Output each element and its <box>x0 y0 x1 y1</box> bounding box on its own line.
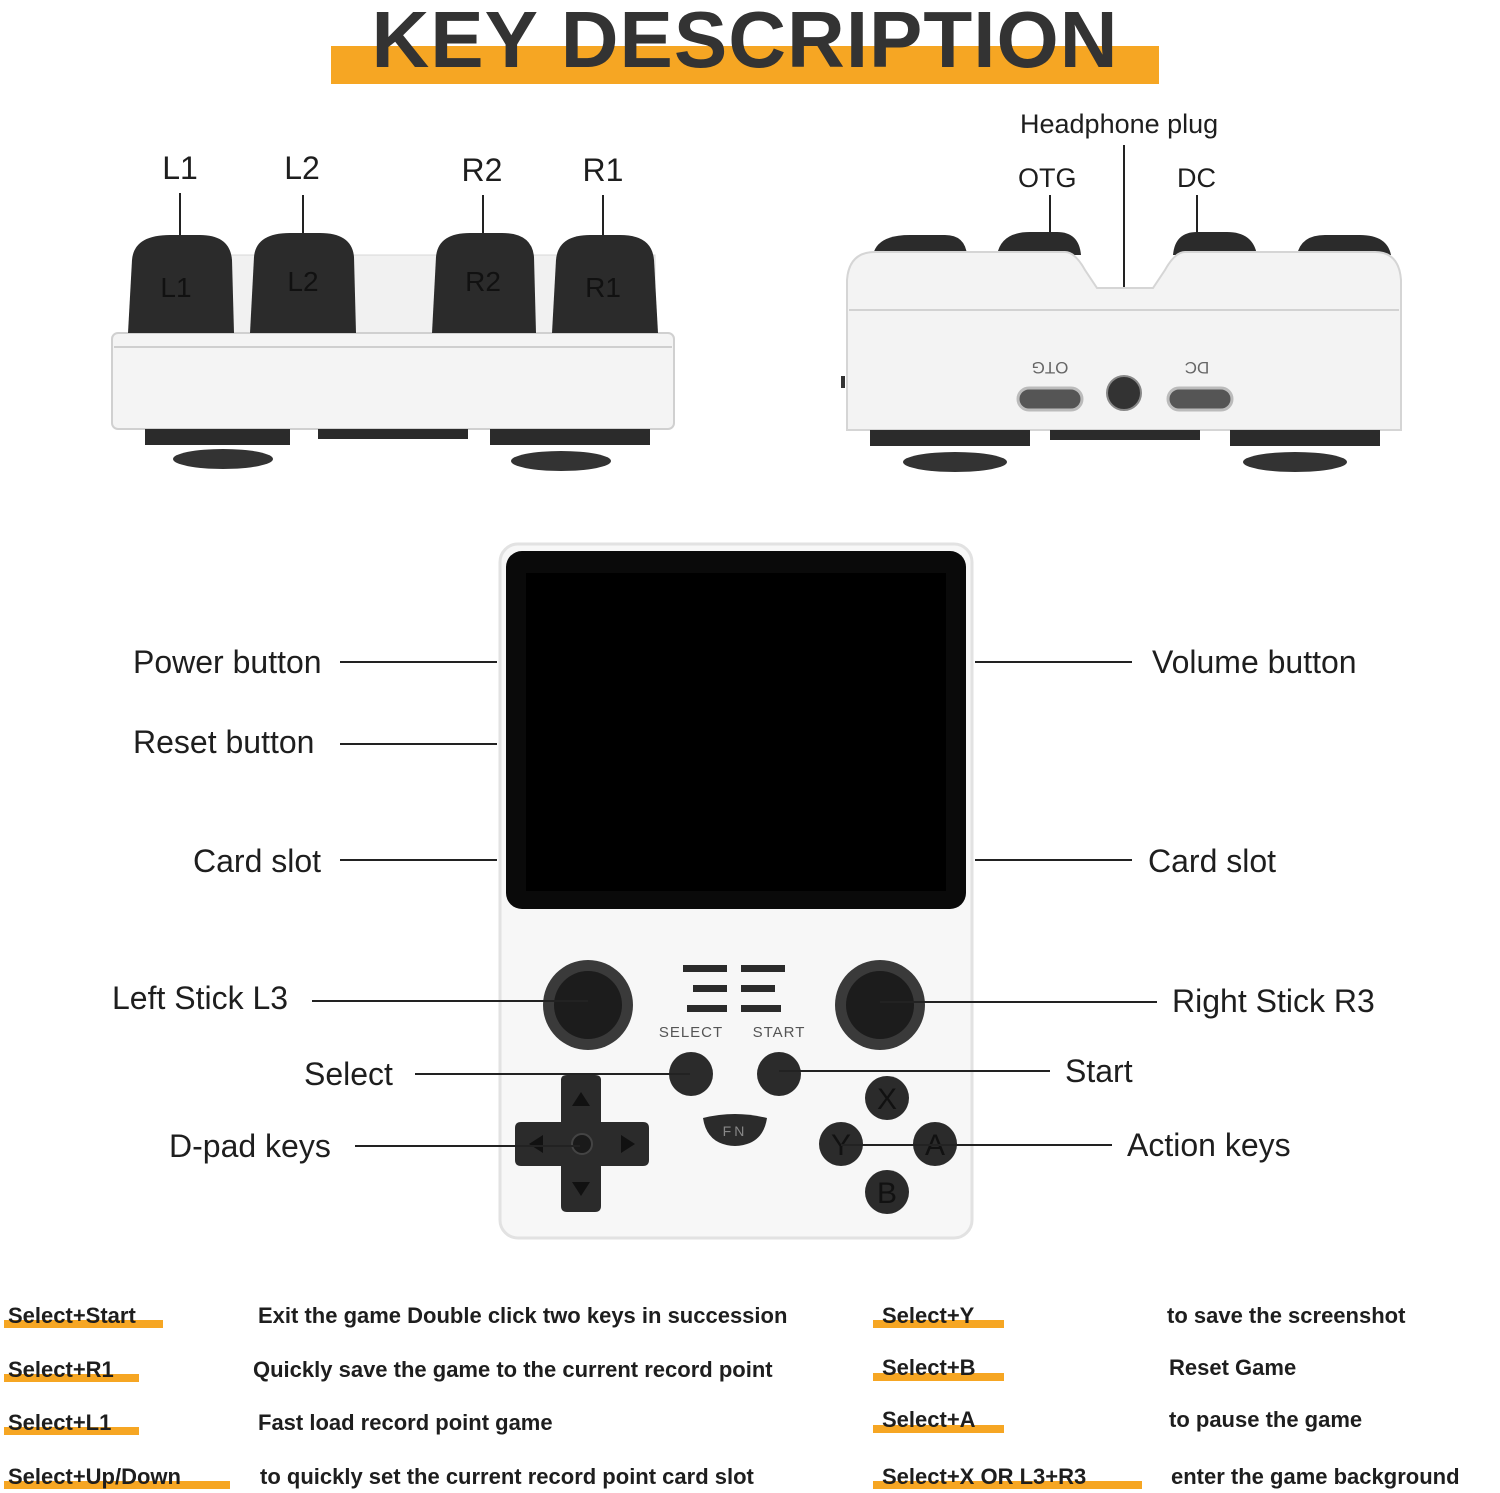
select-engraving: SELECT <box>658 1024 724 1041</box>
label-l1: L1 <box>162 150 198 186</box>
desc-select-b: Reset Game <box>1169 1355 1297 1380</box>
label-r1: R1 <box>582 152 624 188</box>
label-left-stick: Left Stick L3 <box>112 980 289 1016</box>
page-title: KEY DESCRIPTION <box>371 0 1119 84</box>
label-select: Select <box>304 1056 393 1092</box>
combo-select-y: Select+Y <box>882 1303 975 1328</box>
combo-select-b: Select+B <box>882 1355 976 1380</box>
keycap-text-l1: L1 <box>160 272 192 303</box>
otg-engraving: OTG <box>1031 358 1069 377</box>
a-engraving: A <box>924 1129 946 1162</box>
label-r2: R2 <box>461 152 503 188</box>
keycap-text-r1: R1 <box>585 272 621 303</box>
combo-select-l1: Select+L1 <box>8 1410 112 1435</box>
dc-engraving: DC <box>1184 358 1210 377</box>
keycap-text-l2: L2 <box>287 266 319 297</box>
desc-select-start: Exit the game Double click two keys in succession <box>258 1303 788 1328</box>
x-engraving: X <box>876 1083 898 1116</box>
label-volume-button: Volume button <box>1152 644 1357 680</box>
desc-select-y: to save the screenshot <box>1167 1303 1406 1328</box>
keycap-text-r2: R2 <box>465 266 501 297</box>
label-card-slot-right: Card slot <box>1148 843 1277 879</box>
label-reset-button: Reset button <box>133 724 315 760</box>
desc-select-a: to pause the game <box>1169 1407 1363 1432</box>
label-right-stick: Right Stick R3 <box>1172 983 1375 1019</box>
fn-engraving: FN <box>722 1123 748 1139</box>
b-engraving: B <box>876 1177 898 1210</box>
label-start: Start <box>1065 1053 1133 1089</box>
combo-select-a: Select+A <box>882 1407 976 1432</box>
label-power-button: Power button <box>133 644 322 680</box>
label-otg: OTG <box>1018 163 1077 193</box>
y-engraving: Y <box>830 1129 852 1162</box>
label-headphone-plug: Headphone plug <box>1020 109 1219 139</box>
combo-select-r1: Select+R1 <box>8 1357 114 1382</box>
start-engraving: START <box>752 1024 806 1041</box>
desc-select-x-or-l3-r3: enter the game background <box>1171 1464 1460 1489</box>
label-card-slot-left: Card slot <box>193 843 322 879</box>
desc-select-r1: Quickly save the game to the current record point <box>253 1357 773 1382</box>
label-l2: L2 <box>284 150 320 186</box>
desc-select-up-down: to quickly set the current record point card slot <box>260 1464 754 1489</box>
label-dpad: D-pad keys <box>169 1128 331 1164</box>
combo-select-x-or-l3-r3: Select+X OR L3+R3 <box>882 1464 1087 1489</box>
label-action-keys: Action keys <box>1127 1127 1291 1163</box>
desc-select-l1: Fast load record point game <box>258 1410 553 1435</box>
combo-select-start: Select+Start <box>8 1303 136 1328</box>
label-dc: DC <box>1177 163 1216 193</box>
combo-select-up-down: Select+Up/Down <box>8 1464 181 1489</box>
